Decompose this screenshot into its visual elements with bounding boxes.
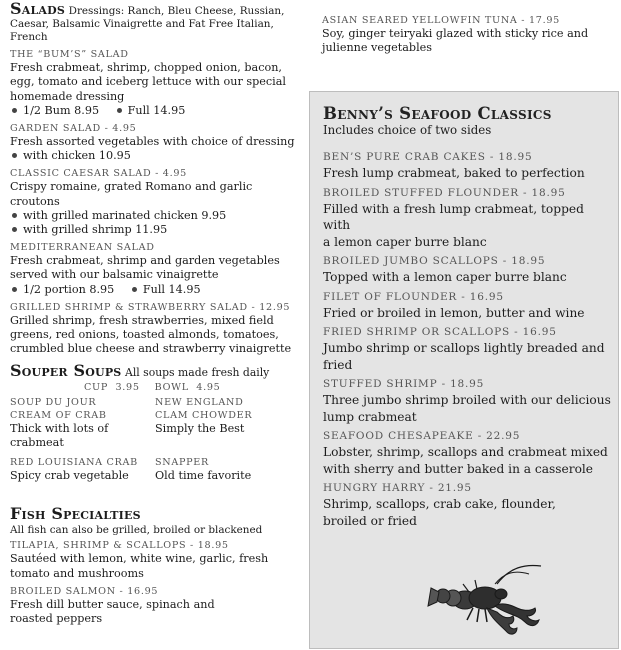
soups-prices: CUP 3.95 BOWL 4.95 bbox=[84, 381, 221, 393]
salmon-desc-1: Fresh dill butter sauce, spinach and bbox=[10, 597, 215, 611]
item-tuna: ASIAN SEARED YELLOWFIN TUNA - 17.95 bbox=[322, 15, 560, 26]
caesar-desc: Crispy romaine, grated Romano and garlic croutons bbox=[10, 180, 253, 208]
bums-opt-half: 1/2 Bum 8.95 bbox=[23, 103, 100, 117]
garden-option bbox=[10, 149, 300, 163]
fish-heading: Fish Specialties bbox=[10, 504, 141, 524]
classic-item-desc: Lobster, shrimp, scallops and crabmeat mixed bbox=[323, 445, 608, 459]
classic-item-name: FRIED SHRIMP OR SCALLOPS - 16.95 bbox=[323, 326, 557, 338]
item-strawberry-salad: GRILLED SHRIMP & STRAWBERRY SALAD - 12.95 bbox=[10, 301, 291, 313]
item-salmon: BROILED SALMON - 16.95 bbox=[10, 585, 159, 597]
med-options bbox=[10, 283, 300, 297]
lobster-icon bbox=[425, 562, 545, 638]
classic-item-desc: Topped with a lemon caper burre blanc bbox=[323, 270, 567, 284]
bums-options bbox=[10, 104, 300, 118]
soups-row-1 bbox=[10, 396, 300, 409]
classic-item-desc: Shrimp, scallops, crab cake, flounder, bbox=[323, 497, 556, 511]
bums-desc-1: Fresh crabmeat, shrimp, chopped onion, bacon, bbox=[10, 61, 282, 75]
caesar-option-1 bbox=[10, 209, 300, 223]
classics-content bbox=[323, 104, 613, 529]
salads-dressings-2: Caesar, Balsamic Vinaigrette and Fat Free Italian, French bbox=[10, 18, 274, 44]
soups-note: All soups made fresh daily bbox=[125, 366, 270, 380]
soup-new-england: NEW ENGLAND bbox=[155, 396, 244, 408]
caesar-option-2 bbox=[10, 223, 300, 237]
bums-opt-full: Full 14.95 bbox=[127, 103, 186, 117]
classic-item-name: FILET OF FLOUNDER - 16.95 bbox=[323, 290, 504, 303]
classic-item-name: BROILED JUMBO SCALLOPS - 18.95 bbox=[323, 255, 546, 267]
bullet-icon bbox=[12, 153, 17, 158]
item-mediterranean-salad: MEDITERRANEAN SALAD bbox=[10, 242, 155, 254]
bullet-icon bbox=[12, 108, 17, 113]
straw-desc-3: crumbled blue cheese and strawberry vinaigrette bbox=[10, 342, 292, 356]
straw-desc-2: greens, red onions, toasted almonds, tomatoes, bbox=[10, 328, 279, 342]
bullet-icon bbox=[117, 108, 122, 113]
soup-cream-of-crab: CREAM OF CRAB bbox=[10, 409, 107, 421]
soups-header-line bbox=[10, 361, 300, 381]
soup-clam-chowder: CLAM CHOWDER bbox=[155, 409, 253, 421]
soups-row-4 bbox=[10, 456, 300, 469]
classic-item-desc: Filled with a fresh lump crabmeat, topped with bbox=[323, 201, 584, 232]
tuna-desc-2: julienne vegetables bbox=[322, 41, 433, 55]
med-opt-half: 1/2 portion 8.95 bbox=[23, 282, 115, 296]
snapper-desc: Old time favorite bbox=[155, 469, 252, 483]
classic-item-desc: lump crabmeat bbox=[323, 409, 417, 424]
bullet-icon bbox=[12, 213, 17, 218]
clam-desc: Simply the Best bbox=[155, 421, 245, 435]
garden-desc: Fresh assorted vegetables with choice of dressing bbox=[10, 135, 295, 149]
tilapia-desc-1: Sautéed with lemon, white wine, garlic, fresh bbox=[10, 552, 269, 566]
right-column-top bbox=[322, 14, 614, 55]
soups-heading: Souper Soups bbox=[10, 361, 122, 381]
item-bums-salad: THE “BUM’S” SALAD bbox=[10, 49, 129, 61]
soup-red-louisiana: RED LOUISIANA CRAB bbox=[10, 457, 138, 469]
bullet-icon bbox=[12, 287, 17, 292]
classic-item-name: STUFFED SHRIMP - 18.95 bbox=[323, 378, 485, 390]
soups-row-2 bbox=[10, 409, 300, 422]
classic-item-desc: a lemon caper burre blanc bbox=[323, 234, 487, 249]
caesar-opt-shrimp: with grilled shrimp 11.95 bbox=[23, 223, 168, 237]
bullet-icon bbox=[12, 227, 17, 232]
salads-header-line bbox=[10, 2, 300, 18]
soups-row-5 bbox=[10, 469, 300, 483]
straw-desc-1: Grilled shrimp, fresh strawberries, mixed field bbox=[10, 313, 274, 327]
soups-row-3 bbox=[10, 422, 300, 450]
classic-item-desc: Fried or broiled in lemon, butter and wine bbox=[323, 305, 585, 320]
bums-desc-3: homemade dressing bbox=[10, 89, 125, 103]
classic-item-name: HUNGRY HARRY - 21.95 bbox=[323, 482, 472, 494]
classic-item-name: BROILED STUFFED FLOUNDER - 18.95 bbox=[323, 186, 566, 199]
salmon-desc-2: roasted peppers bbox=[10, 612, 103, 626]
classic-item-desc: broiled or fried bbox=[323, 513, 417, 528]
fish-note: All fish can also be grilled, broiled or blackened bbox=[10, 524, 263, 537]
item-garden-salad: GARDEN SALAD - 4.95 bbox=[10, 123, 137, 135]
med-opt-full: Full 14.95 bbox=[142, 282, 201, 296]
salads-heading: Salads bbox=[10, 0, 66, 18]
seafood-classics-box bbox=[309, 91, 619, 649]
item-tilapia: TILAPIA, SHRIMP & SCALLOPS - 18.95 bbox=[10, 540, 229, 552]
tilapia-desc-2: tomato and mushrooms bbox=[10, 566, 144, 580]
classics-subtitle: Includes choice of two sides bbox=[323, 123, 492, 137]
classic-item-desc: Jumbo shrimp or scallops lightly breaded and bbox=[323, 341, 605, 355]
med-desc-1: Fresh crabmeat, shrimp and garden vegetables bbox=[10, 254, 280, 268]
classic-item-desc: with sherry and butter baked in a casserole bbox=[323, 461, 594, 476]
cream-desc: Thick with lots of crabmeat bbox=[10, 421, 109, 449]
classics-heading: Benny’s Seafood Classics bbox=[323, 104, 552, 123]
classic-item-name: BEN’S PURE CRAB CAKES - 18.95 bbox=[323, 151, 533, 163]
classic-item-desc: Three jumbo shrimp broiled with our delicious bbox=[323, 393, 611, 407]
item-caesar-salad: CLASSIC CAESAR SALAD - 4.95 bbox=[10, 168, 187, 180]
bullet-icon bbox=[132, 287, 137, 292]
salads-dressings: Dressings: Ranch, Bleu Cheese, Russian, bbox=[68, 5, 285, 17]
caesar-opt-chicken: with grilled marinated chicken 9.95 bbox=[23, 208, 227, 222]
tuna-desc-1: Soy, ginger teiryaki glazed with sticky rice and bbox=[322, 27, 589, 40]
classic-item-desc: Fresh lump crabmeat, baked to perfection bbox=[323, 166, 585, 180]
classic-item-desc: fried bbox=[323, 357, 353, 372]
classic-item-name: SEAFOOD CHESAPEAKE - 22.95 bbox=[323, 430, 521, 442]
soup-du-jour: SOUP DU JOUR bbox=[10, 396, 97, 408]
left-column bbox=[10, 2, 300, 626]
red-desc: Spicy crab vegetable bbox=[10, 469, 129, 483]
bums-desc-2: egg, tomato and iceberg lettuce with our special bbox=[10, 75, 286, 89]
soup-snapper: SNAPPER bbox=[155, 457, 209, 469]
med-desc-2: served with our balsamic vinaigrette bbox=[10, 268, 219, 282]
garden-opt-chicken: with chicken 10.95 bbox=[23, 149, 131, 163]
